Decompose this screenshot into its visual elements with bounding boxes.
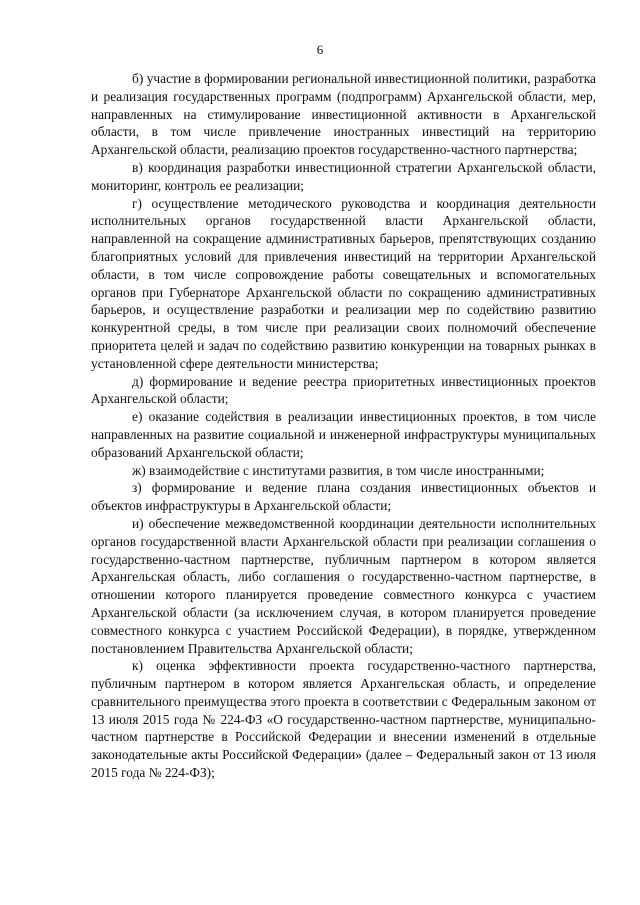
paragraph-g: г) осуществление методического руководства и координация деятельности исполнительных органов государственной власти Архангельской области, направленной на сокращение административных барьеров, препятствующих созданию благоприятных условий для привлечения инвестиций на территории Архангельской области, в том числе сопровождение работы совещательных и вспомогательных органов при Губернаторе Архангельской области по сокращению административных барьеров, и осуществление разработки и реализации мер по содействию развитию конкурентной среды, в том числе при реализации своих полномочий обеспечение приоритета целей и задач по содействию развитию конкуренции на товарных рынках в установленной сфере деятельности министерства; — [91, 195, 596, 371]
paragraph-v: в) координация разработки инвестиционной стратегии Архангельской области, мониторинг, контроль ее реализации; — [91, 159, 596, 193]
paragraph-b: б) участие в формировании региональной инвестиционной политики, разработка и реализация государственных программ (подпрограмм) Архангельской области, мер, направленных на стимулирование инвестиционной активности в Архангельской области, в том числе привлечение иностранных инвестиций на территорию Архангельской области, реализацию проектов государственно-частного партнерства; — [91, 71, 596, 158]
paragraph-d: д) формирование и ведение реестра приоритетных инвестиционных проектов Архангельской области; — [91, 373, 596, 407]
paragraph-e: е) оказание содействия в реализации инвестиционных проектов, в том числе направленных на развитие социальной и инженерной инфраструктуры муниципальных образований Архангельской области; — [91, 409, 596, 460]
paragraph-k: к) оценка эффективности проекта государственно-частного партнерства, публичным партнером в котором является Архангельская область, и определение сравнительного преимущества этого проекта в соответствии с Федеральным законом от 13 июля 2015 года № 224-ФЗ «О государственно-частном партнерстве, муниципально-частном партнерстве в Российской Федерации и внесении изменений в отдельные законодательные акты Российской Федерации» (далее – Федеральный закон от 13 июля 2015 года № 224-ФЗ); — [91, 658, 596, 781]
page-number: 6 — [316, 42, 324, 57]
paragraph-z: з) формирование и ведение плана создания инвестиционных объектов и объектов инфраструктуры в Архангельской области; — [91, 480, 596, 514]
paragraph-i: и) обеспечение межведомственной координации деятельности исполнительных органов государственной власти Архангельской области при реализации соглашения о государственно-частном партнерстве, публичным партнером в котором является Архангельская область, либо соглашения о государственно-частном партнерстве, в отношении которого планируется проведение совместного конкурса с участием Архангельской области (за исключением случая, в котором планируется проведение совместного конкурса с участием Российской Федерации), в порядке, утвержденном постановлением Правительства Архангельской области; — [91, 515, 596, 656]
paragraph-zh: ж) взаимодействие с институтами развития, в том числе иностранными; — [132, 462, 545, 478]
document-body — [91, 70, 596, 782]
